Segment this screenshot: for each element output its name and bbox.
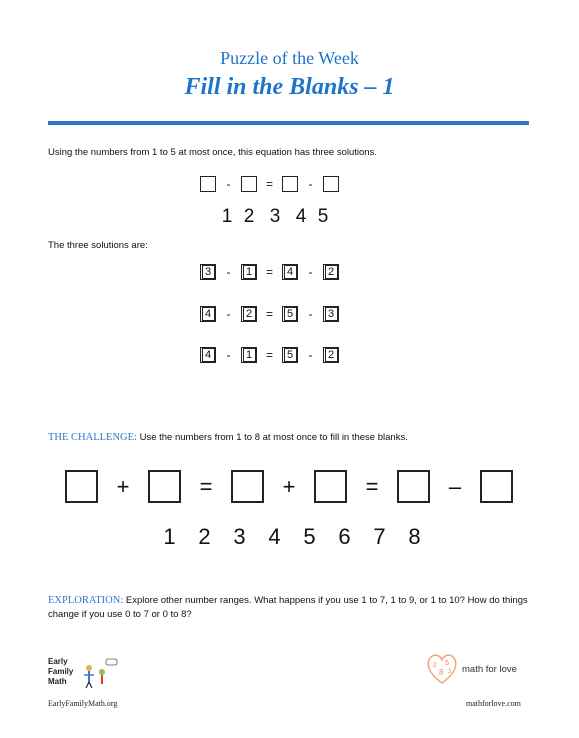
number: 7 [373,524,386,549]
blank-box [231,470,264,503]
intro-text: Using the numbers from 1 to 5 at most once, this equation has three solutions. [48,147,377,158]
math-for-love-url[interactable]: mathforlove.com [466,699,521,708]
number: 1 [163,524,176,549]
filled-box: 2 [323,264,339,280]
filled-box: 4 [200,306,216,322]
filled-box: 1 [241,264,257,280]
operator: - [226,265,231,279]
svg-text:3: 3 [448,669,452,675]
filled-box: 5 [282,347,298,363]
blank-box [200,176,216,192]
number: 4 [295,206,307,227]
operator: - [308,265,313,279]
math-for-love-logo-text: math for love [462,664,517,675]
operator: = [265,177,273,191]
blank-box [314,470,347,503]
filled-box: 1 [241,347,257,363]
number: 2 [198,524,211,549]
operator: – [448,473,462,499]
blank-box [241,176,257,192]
number: 8 [408,524,421,549]
challenge-equation [65,470,513,503]
page-subtitle: Puzzle of the Week [220,48,359,68]
exploration-label: EXPLORATION: [48,595,124,606]
intro-equation [200,176,339,192]
page-title: Fill in the Blanks – 1 [184,74,395,100]
operator: = [265,265,273,279]
blank-box [65,470,98,503]
exploration-text: Explore other number ranges. What happens if you use 1 to 7, 1 to 9, or 1 to 10? How do things change if you use 0 to 7 or 0 to 8? [48,595,528,620]
solution-row-2 [200,306,339,322]
number: 5 [317,206,329,227]
number: 4 [268,524,281,549]
filled-box: 4 [282,264,298,280]
blank-box [323,176,339,192]
number: 1 [221,206,233,227]
filled-box: 5 [282,306,298,322]
challenge-numbers [152,524,432,550]
early-family-math-logo: Early Family Math [48,657,74,686]
solution-row-1 [200,264,339,280]
operator: = [265,307,273,321]
filled-box: 4 [200,347,216,363]
solutions-heading: The three solutions are: [48,240,148,251]
blank-box [397,470,430,503]
operator: - [226,177,231,191]
number: 5 [303,524,316,549]
filled-box: 3 [200,264,216,280]
early-family-math-url[interactable]: EarlyFamilyMath.org [48,699,118,708]
blank-box [282,176,298,192]
operator: - [226,348,231,362]
svg-text:8: 8 [439,668,444,677]
operator: - [226,307,231,321]
svg-text:5: 5 [445,660,449,667]
intro-numbers [216,206,334,228]
challenge-label: THE CHALLENGE: [48,432,137,443]
number: 3 [233,524,246,549]
number: 3 [269,206,281,227]
operator: + [116,473,130,499]
svg-text:2: 2 [433,662,437,669]
operator: - [308,177,313,191]
blank-box [480,470,513,503]
blank-box [148,470,181,503]
operator: = [199,473,213,499]
operator: + [282,473,296,499]
operator: - [308,348,313,362]
exploration-paragraph [48,594,538,622]
filled-box: 3 [323,306,339,322]
challenge-text-line [48,432,408,443]
filled-box: 2 [323,347,339,363]
number: 6 [338,524,351,549]
solution-row-3 [200,347,339,363]
challenge-text: Use the numbers from 1 to 8 at most once to fill in these blanks. [139,432,408,443]
operator: = [365,473,379,499]
filled-box: 2 [241,306,257,322]
operator: - [308,307,313,321]
kids-drawing-icon [80,656,120,690]
heart-numbers-icon [424,650,460,686]
operator: = [265,348,273,362]
header-divider [48,121,529,125]
number: 2 [243,206,255,227]
